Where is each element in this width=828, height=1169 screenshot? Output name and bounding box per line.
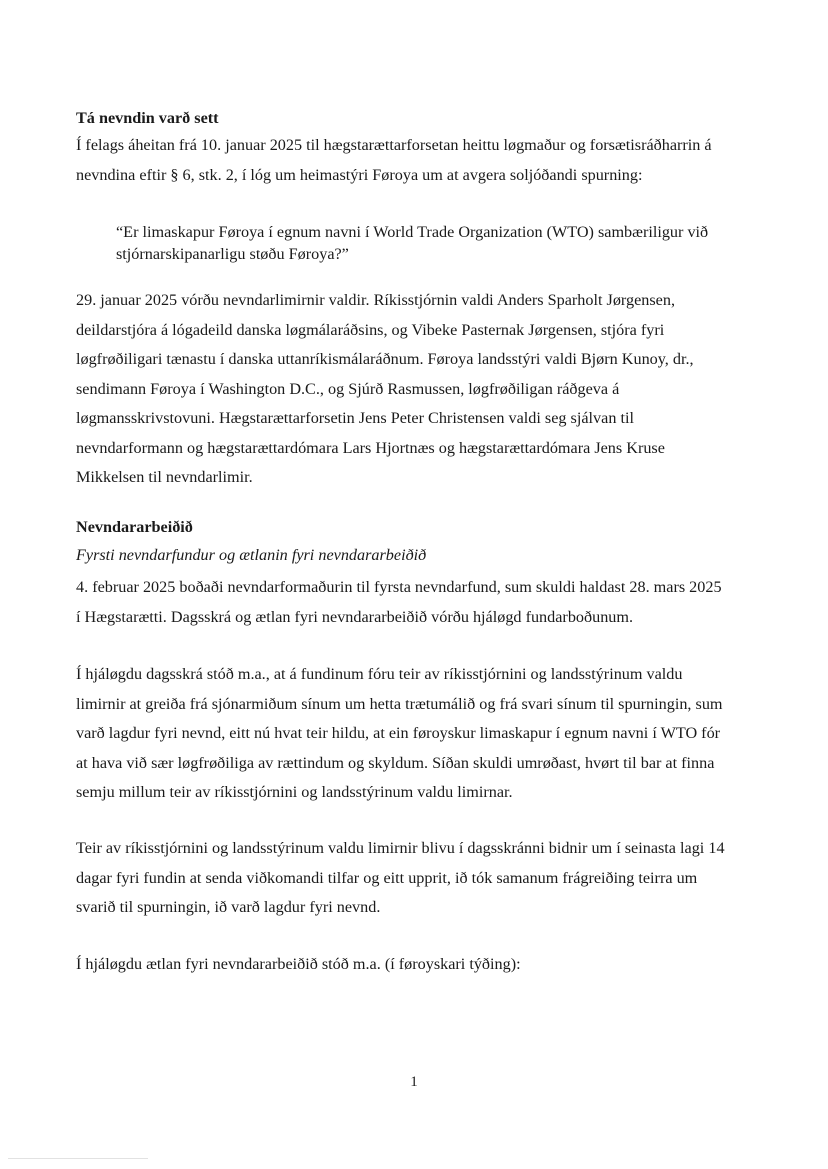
text-line: 4. februar 2025 boðaði nevndarformaðurin til fyrsta nevndarfund, sum skuldi haldast 28. mars 2025 xyxy=(76,578,722,596)
text-line: svarið til spurningin, ið varð lagdur fyri nevnd. xyxy=(76,898,381,916)
paragraph-agenda xyxy=(76,660,756,808)
section-heading-work: Nevndararbeiðið xyxy=(76,518,193,536)
section-heading-appointment: Tá nevndin varð sett xyxy=(76,109,219,127)
text-line: Í hjáløgdu ætlan fyri nevndararbeiðið stóð m.a. (í føroyskari týðing): xyxy=(76,955,521,973)
text-line: limirnir at greiða frá sjónarmiðum sínum um hetta trætumálið og frá svari sínum til spurningin, sum xyxy=(76,694,723,713)
subheading-first-meeting: Fyrsti nevndarfundur og ætlanin fyri nevndararbeiðið xyxy=(76,546,427,564)
text-line: nevndarformann og hægstarættardómara Lars Hjortnæs og hægstarættardómara Jens Kruse xyxy=(76,438,665,457)
text-line: at hava við sær løgfrøðiliga av rættindum og skyldum. Síðan skuldi umrøðast, hvørt til bar at finna xyxy=(76,753,715,772)
text-line: deildarstjóra á lógadeild danska løgmálaráðsins, og Vibeke Pasternak Jørgensen, stjóra fyri xyxy=(76,320,665,339)
text-line: løgfrøðiligari tænastu í danska uttanríkismálaráðnum. Føroya landsstýri valdi Bjørn Kunoy, dr., xyxy=(76,350,694,368)
scan-edge-line xyxy=(8,1158,148,1159)
text-line: Í hjáløgdu dagsskrá stóð m.a., at á fundinum fóru teir av ríkisstjórnini og landsstýrinum valdu xyxy=(76,665,683,683)
page-number: 1 xyxy=(410,1074,418,1090)
text-line: í Hægstarætti. Dagsskrá og ætlan fyri nevndararbeiðið vórðu hjáløgd fundarboðunum. xyxy=(76,607,634,626)
text-line: stjórnarskipanarligu støðu Føroya?” xyxy=(116,245,349,263)
paragraph-submissions xyxy=(76,834,756,923)
paragraph-plan-intro xyxy=(76,950,756,980)
text-line: semju millum teir av ríkisstjórnini og landsstýrinum valdu limirnar. xyxy=(76,783,513,801)
text-line: Í felags áheitan frá 10. januar 2025 til hægstarættarforsetan heittu løgmaður og forsætisráðharrin á xyxy=(76,136,712,154)
text-line: varð lagdur fyri nevnd, eitt nú hvat teir hildu, at ein føroyskur limaskapur í egnum navni í WTO fór xyxy=(76,724,721,742)
paragraph-members xyxy=(76,286,756,493)
text-line: løgmansskrivstovuni. Hægstarættarforsetin Jens Peter Christensen valdi seg sjálvan til xyxy=(76,409,634,427)
text-line: dagar fyri fundin at senda viðkomandi tilfar og eitt upprit, ið tók samanum frágreiðing teirra um xyxy=(76,868,698,887)
text-line: sendimann Føroya í Washington D.C., og Sjúrð Rasmussen, løgfrøðiligan ráðgeva á xyxy=(76,379,620,398)
text-line: “Er limaskapur Føroya í egnum navni í World Trade Organization (WTO) sambæriligur við xyxy=(116,223,709,241)
paragraph-request xyxy=(76,131,756,190)
paragraph-meeting-call xyxy=(76,573,756,632)
text-line: 29. januar 2025 vórðu nevndarlimirnir valdir. Ríkisstjórnin valdi Anders Sparholt Jørgensen, xyxy=(76,291,676,309)
text-line: nevndina eftir § 6, stk. 2, í lóg um heimastýri Føroya um at avgera soljóðandi spurning: xyxy=(76,165,643,184)
text-line: Mikkelsen til nevndarlimir. xyxy=(76,468,253,486)
question-quote xyxy=(116,221,756,265)
text-line: Teir av ríkisstjórnini og landsstýrinum valdu limirnir blivu í dagsskránni bidnir um í seinasta lagi 14 xyxy=(76,839,725,857)
